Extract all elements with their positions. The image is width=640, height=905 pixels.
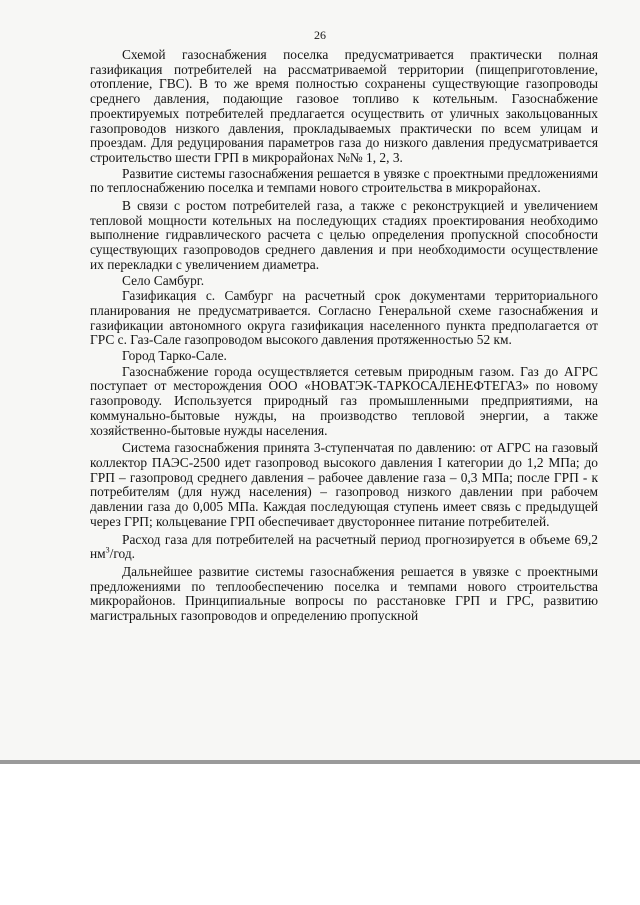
paragraph-hydraulic-calculation: В связи с ростом потребителей газа, а также с реконструкцией и увеличением тепловой мощности котельных на последующих стадиях проектирования необходимо выполнение гидравлического расчета с целью определения пропускной способности существующих газопроводов среднего давления и при необходимости осуществление их перекладки с увеличением диаметра. [90,198,598,272]
paragraph-city-gas-supply: Газоснабжение города осуществляется сетевым природным газом. Газ до АГРС поступает от месторождения ООО «НОВАТЭК-ТАРКОСАЛЕНЕФТЕГАЗ» по новому газопроводу. Используется природный газ промышленными предприятиями, на коммунально-бытовые нужды, на производство тепловой энергии, а также хозяйственно-бытовые нужды населения. [90,363,598,438]
document-body [90,48,598,625]
paragraph-further-development: Дальнейшее развитие системы газоснабжения решается в увязке с проектными предложениями по теплообеспечению поселка и темпами нового строительства микрорайонов. Принципиальные вопросы по расстановке ГРП и ГРС, развитию магистральных газопроводов и определению пропускной [90,563,598,624]
consumption-unit: /год. [109,546,135,562]
heading-tarko-sale: Город Тарко-Сале. [122,348,227,364]
paragraph-samburg-gasification: Газификация с. Самбург на расчетный срок документами территориального планирования не предусматривается. Согласно Генеральной схеме газоснабжения и газификации автономного округа газификация населенного пункта предполагается от ГРС с. Газ-Сале газопроводом высокого давления протяженностью 52 км. [90,288,598,348]
paragraph-development: Развитие системы газоснабжения решается в увязке с проектными предложениями по теплоснабжению поселка и темпами нового строительства в микрорайонах. [90,165,598,196]
consumption-text: Расход газа для потребителей на расчетный период прогнозируется в объеме 69,2 нм [90,531,598,562]
paragraph-gas-consumption [90,533,598,562]
paragraph-gas-supply-scheme: Схемой газоснабжения поселка предусматривается практически полная газификация потребителей на рассматриваемой территории (пищеприготовление, отопление, ГВС). В то же время полностью сохранены существующие газопроводы среднего давления, подающие газовое топливо к котельным. Газоснабжение проектируемых потребителей предлагается осуществить от уличных закольцованных газопроводов низкого давления, прокладываемых практически по всем улицам и проездам. Для редуцирования параметров газа до низкого давления предусматривается строительство шести ГРП в микрорайонах №№ 1, 2, 3. [90,47,598,165]
page-number: 26 [314,28,326,42]
paragraph-three-stage-system: Система газоснабжения принята 3-ступенчатая по давлению: от АГРС на газовый коллектор ПАЭС-2500 идет газопровод высокого давления I категории до 1,2 МПа; до ГРП – газопровод среднего давления – рабочее давление газа – 0,3 МПа; после ГРП - к потребителям (для нужд населения) – газопровод низкого давлении при рабочем давлении газа до 0,005 МПа. Каждая последующая ступень имеет связь с предыдущей через ГРП; кольцевание ГРП обеспечивает двустороннее питание потребителей. [90,440,598,529]
cubic-superscript: 3 [105,545,110,555]
blank-area [0,764,640,905]
heading-samburg: Село Самбург. [122,272,205,288]
